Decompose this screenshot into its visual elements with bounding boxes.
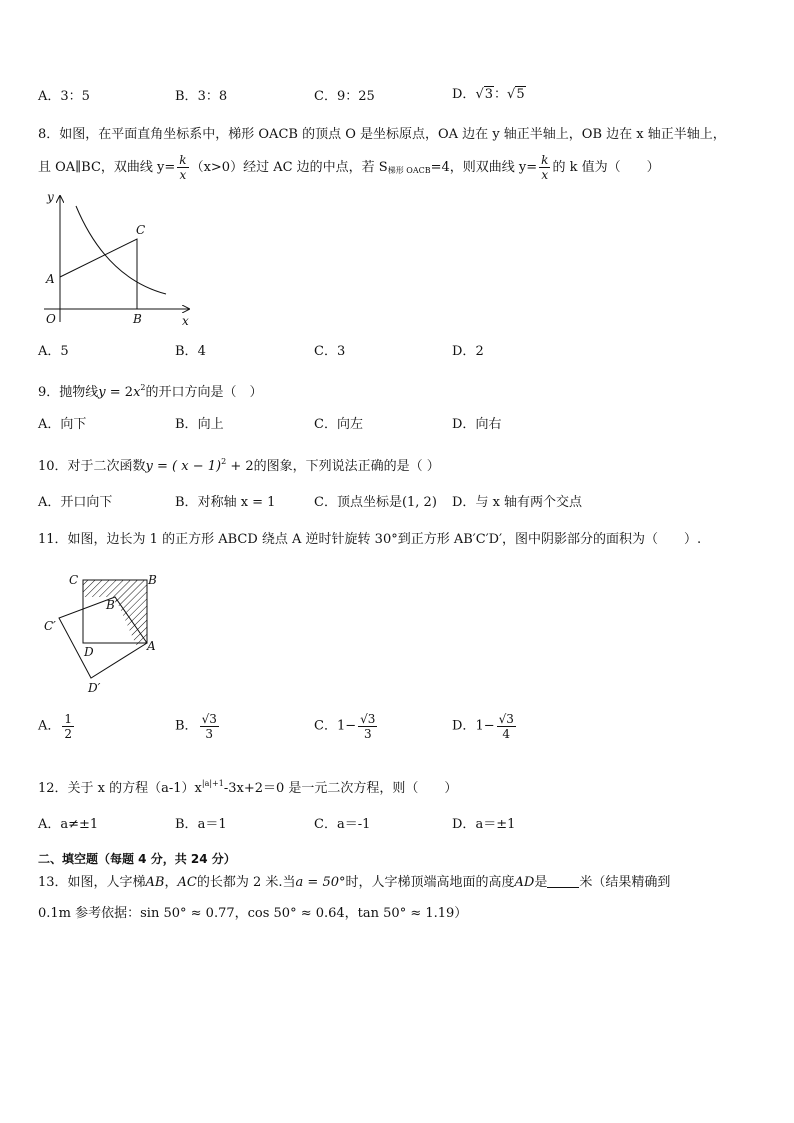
q7-option-c: C．9：25 [314,89,375,104]
label-c: C [69,573,79,587]
q9-question: 9．抛物线$y = 2x^2$的开口方向是（ ） [38,383,263,400]
label-b-prime: B′ [106,598,118,612]
q11-figure [36,568,166,698]
q8-option-d: D．2 [452,344,484,359]
label-y: y [47,190,54,204]
q8-question-line1: 8．如图，在平面直角坐标系中，梯形 OACB 的顶点 O 是坐标原点，OA 边在 y 轴正半轴上，OB 边在 x 轴正半轴上， [38,127,726,142]
section-heading: 二、填空题（每题 4 分，共 24 分） [38,852,236,866]
label-c: C [136,223,146,237]
q13-question-line2: 0.1m 参考依据：sin 50° ≈ 0.77，cos 50° ≈ 0.64，tan 50° ≈ 1.19） [38,906,468,921]
q9-option-a: A．向下 [38,417,87,432]
q9-option-d: D．向右 [452,417,502,432]
q7-option-a: A．3：5 [38,89,90,104]
label-o: O [46,312,56,326]
label-x: x [182,314,189,328]
q10-option-b: B．对称轴 x = 1 [175,495,276,510]
q9-option-b: B．向上 [175,417,224,432]
q10-option-d: D．与 x 轴有两个交点 [452,495,583,510]
q8-option-a: A．5 [38,344,69,359]
fraction-k-over-x: $\frac{k}{x}$ [179,153,187,182]
q12-option-b: B．a＝1 [175,817,227,832]
q11-option-b: B． $\frac{√3}{3}$ [175,712,217,741]
q12-option-c: C．a＝-1 [314,817,371,832]
label-a: A [147,639,156,653]
q11-question: 11．如图，边长为 1 的正方形 ABCD 绕点 A 逆时针旋转 30°到正方形 AB′C′D′，图中阴影部分的面积为（ ）. [38,532,702,547]
q10-question: 10．对于二次函数y = ( x − 1)$^2$ + 2的图象，下列说法正确的是（ ） [38,457,440,474]
label-c-prime: C′ [44,619,56,633]
q8-figure [36,188,196,330]
answer-blank[interactable] [547,875,579,888]
q13-question-line1: 13．如图，人字梯AB，AC的长都为 2 米.当a = 50°时，人字梯顶端高地面的高度AD是 米（结果精确到 [38,875,671,890]
q11-option-c: C．1− $\frac{√3}{3}$ [314,712,376,741]
q8-option-b: B．4 [175,344,206,359]
shaded-region [83,580,147,645]
label-a: A [46,272,55,286]
q7-option-d: D．√3：√5 [452,87,525,102]
q11-option-a: A． $\frac{1}{2}$ [38,712,73,741]
label-b: B [148,573,157,587]
fraction-k-over-x-2: $\frac{k}{x}$ [541,153,549,182]
q7-option-b: B．3：8 [175,89,228,104]
q12-option-d: D．a＝±1 [452,817,516,832]
q12-question: 12．关于 x 的方程$(a-1)x^{|a|+1}-3x+2=0$ 是一元二次方程，则（ ） [38,779,458,796]
label-d-prime: D′ [88,681,101,695]
q11-option-d: D．1− $\frac{√3}{4}$ [452,712,514,741]
q10-option-a: A．开口向下 [38,495,113,510]
q12-option-a: A．a≠±1 [38,817,99,832]
q8-option-c: C．3 [314,344,346,359]
label-b: B [133,312,142,326]
q8-question-line2: 且 OA∥BC，双曲线 y= $\frac{k}{x}$ （x>0）经过 AC 边的中点，若 $S_{梯形 OACB}=4$，则双曲线 y= $\frac{k}{x}$ 的 k 值为（ ） [38,153,660,182]
q9-option-c: C．向左 [314,417,363,432]
label-d: D [84,645,94,659]
hyperbola-curve [76,206,166,294]
q10-option-c: C．顶点坐标是(1, 2) [314,495,437,510]
